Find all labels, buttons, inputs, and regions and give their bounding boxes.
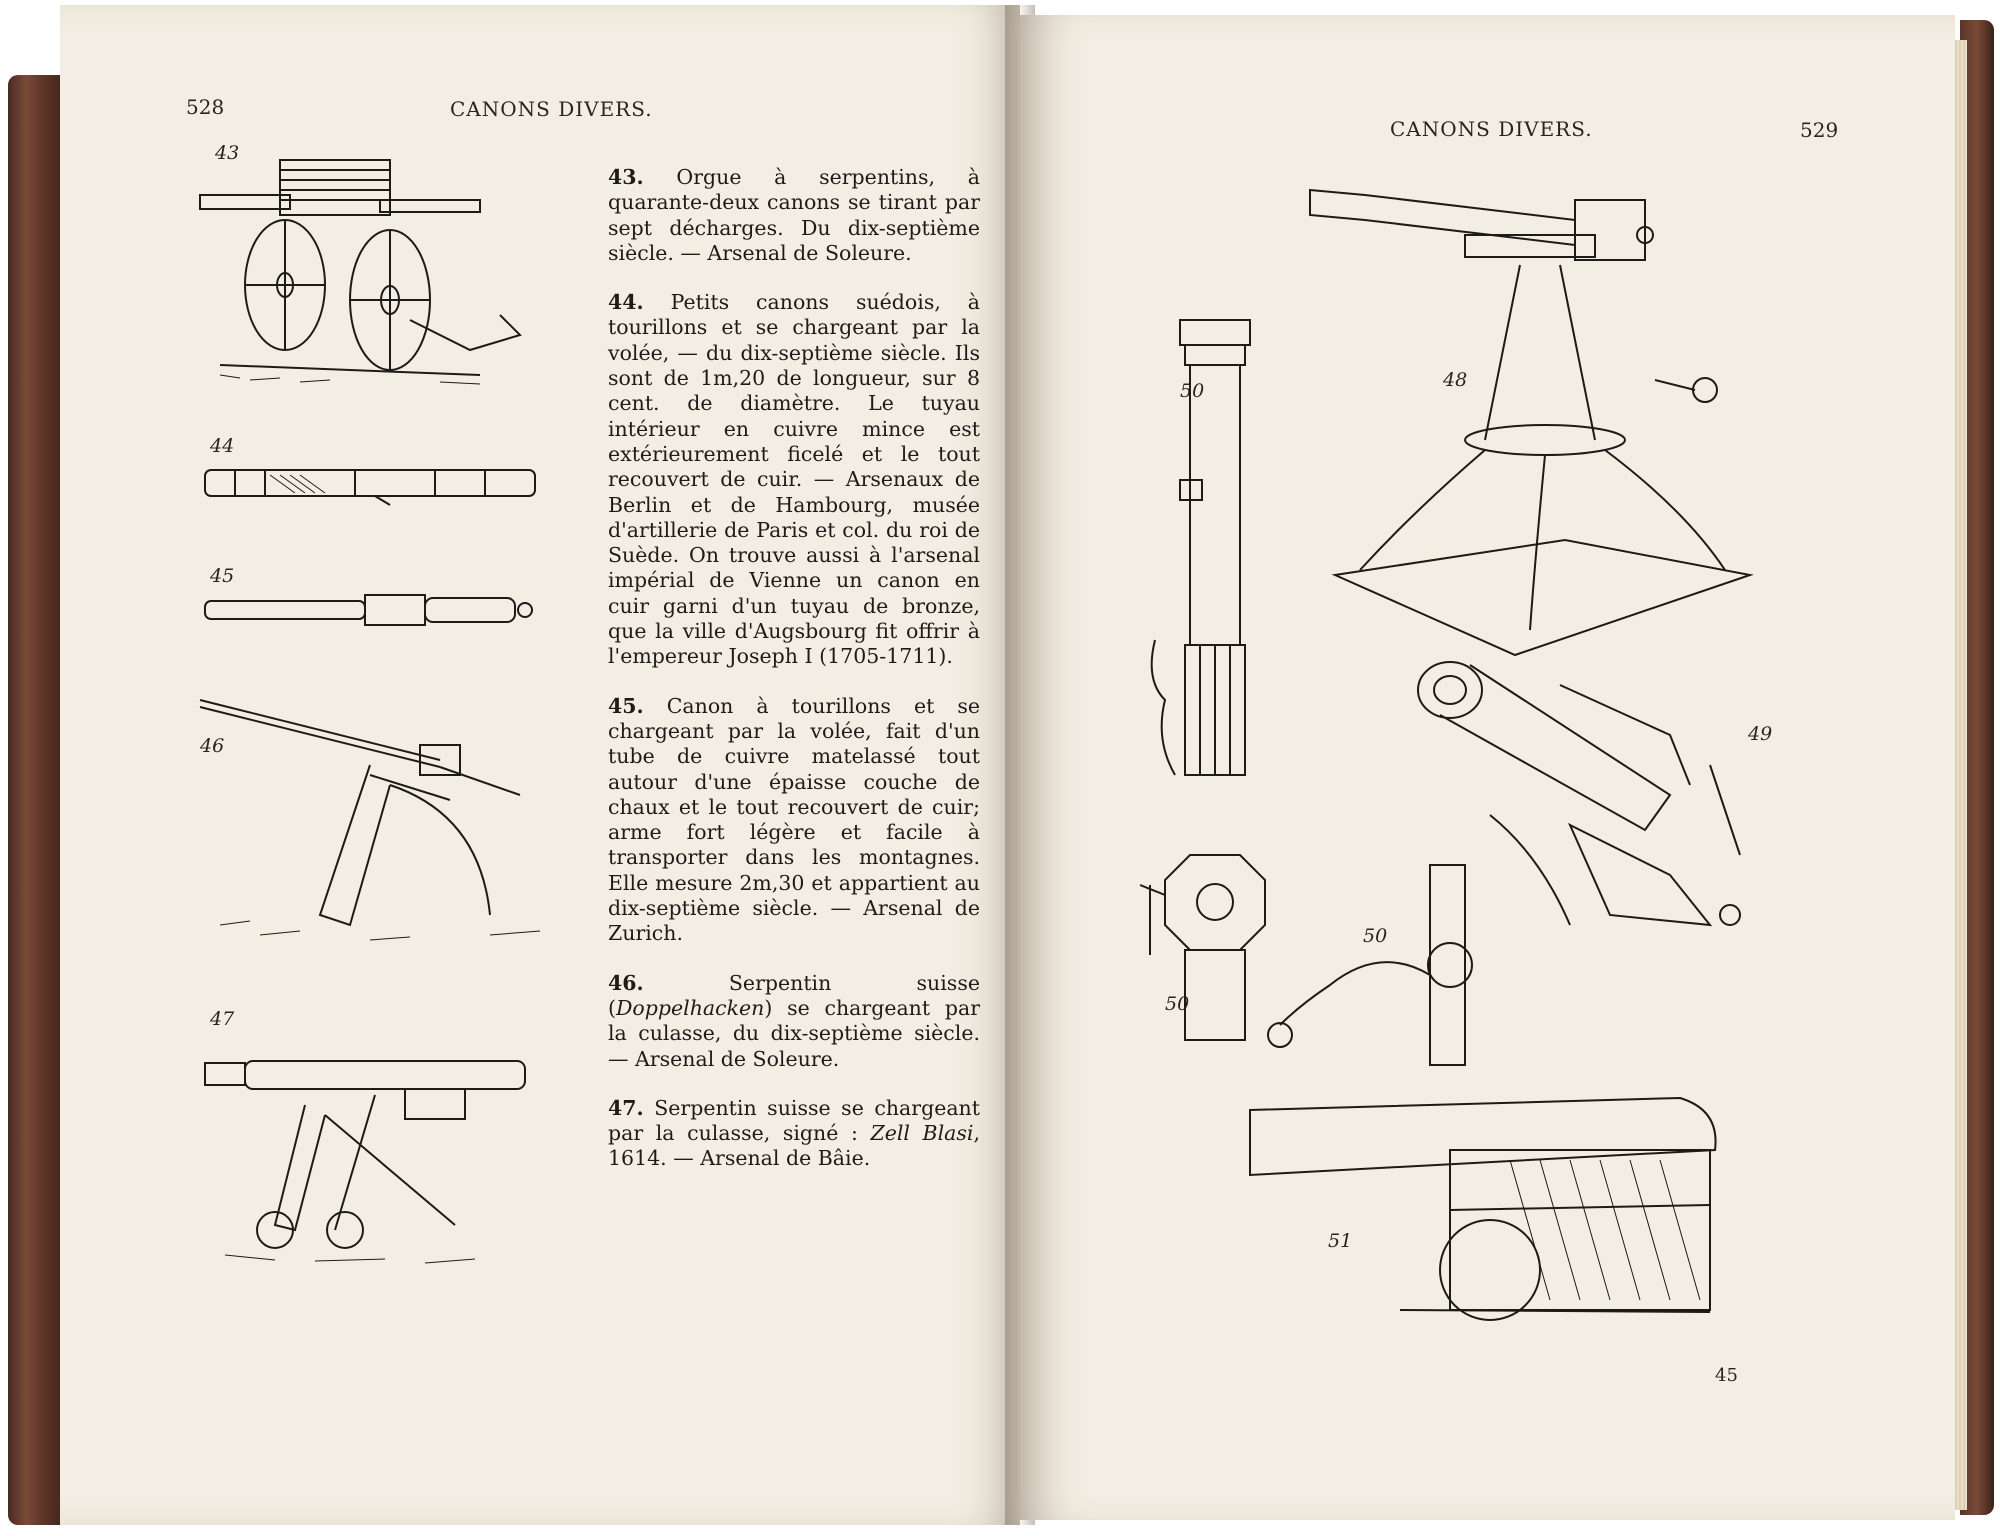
figure-50-column-gun (1155, 320, 1275, 800)
running-head-left: CANONS DIVERS. (450, 97, 653, 121)
entry-number: 43. (608, 165, 644, 189)
entry-italic-term: Zell Blasi (870, 1121, 974, 1146)
figure-46-doppelhacken (190, 685, 610, 965)
figure-label-50-c: 50 (1165, 993, 1190, 1015)
entry-number: 44. (608, 290, 644, 315)
left-page-text (608, 165, 980, 1196)
page-number-right: 529 (1800, 118, 1839, 142)
figure-51-heavy-cannon (1250, 1090, 1790, 1340)
right-page (1020, 15, 1955, 1520)
entry-45 (608, 694, 980, 947)
entry-number: 46. (608, 970, 644, 995)
entry-number: 47. (608, 1095, 644, 1120)
entry-text: , 1614. — Arsenal de Bâie. (608, 1121, 980, 1171)
figure-label-49: 49 (1748, 723, 1773, 745)
figure-47-serpentin (195, 1055, 615, 1285)
figure-label-44: 44 (210, 435, 235, 457)
figure-50-crank-detail (1260, 865, 1490, 1065)
figure-45-cannon (195, 583, 595, 643)
figure-43-organ-gun (180, 150, 600, 400)
entry-text: Canon à tourillons et se chargeant par la volée, fait d'un tube de cuivre matelassé tout autour d'une épaisse couche de chaux et le tout recouvert de cuir; arme fort légère et facile à transporter dans les montagnes. Elle mesure 2m,30 et appartient au dix-septième siècle. — Arsenal de Zurich. (608, 693, 980, 946)
figure-48-swivel-gun (1305, 180, 1805, 670)
figure-label-50-a: 50 (1180, 380, 1205, 402)
left-page (60, 5, 1020, 1525)
entry-text: Orgue à serpentins, à quarante-deux canons se tirant par sept décharges. Du dix-septième siècle. — Arsenal de Soleure. (608, 165, 980, 265)
entry-number: 45. (608, 693, 644, 718)
figure-label-51: 51 (1328, 1230, 1353, 1252)
entry-43 (608, 165, 980, 266)
figure-label-46: 46 (200, 735, 225, 757)
figure-label-45: 45 (210, 565, 235, 587)
figure-label-50-b: 50 (1363, 925, 1388, 947)
entry-46 (608, 971, 980, 1072)
figure-label-48: 48 (1443, 369, 1468, 391)
entry-47 (608, 1096, 980, 1172)
figure-label-43: 43 (215, 142, 240, 164)
signature-mark: 45 (1715, 1365, 1738, 1386)
figure-label-47: 47 (210, 1008, 235, 1030)
entry-44 (608, 290, 980, 669)
entry-text: Serpentin suisse se chargeant par la culasse, signé : (608, 1095, 980, 1146)
page-number-left: 528 (186, 95, 225, 119)
running-head-right: CANONS DIVERS. (1390, 117, 1593, 141)
figure-44-leather-gun (195, 455, 595, 515)
entry-text: ) se chargeant par la culasse, du dix-septième siècle. — Arsenal de Soleure. (608, 995, 980, 1071)
book-cover-left-edge (8, 75, 68, 1525)
entry-italic-term: Doppelhacken (616, 995, 765, 1020)
entry-text: Serpentin suisse ( (608, 970, 980, 1020)
entry-text: Petits canons suédois, à tourillons et se chargeant par la volée, — du dix-septième siècle. Ils sont de 1m,20 de longueur, sur 8 cent. de diamètre. Le tuyau intérieur en cuivre mince est extérieurement ficelé et le tout recouvert de cuir. — Arsenaux de Berlin et de Hambourg, musée d'artillerie de Paris et col. du roi de Suède. On trouve aussi à l'arsenal impérial de Vienne un canon en cuir garni d'un tuyau de bronze, que la ville d'Augsbourg fit offrir à l'empereur Joseph I (1705-1711). (608, 290, 980, 669)
